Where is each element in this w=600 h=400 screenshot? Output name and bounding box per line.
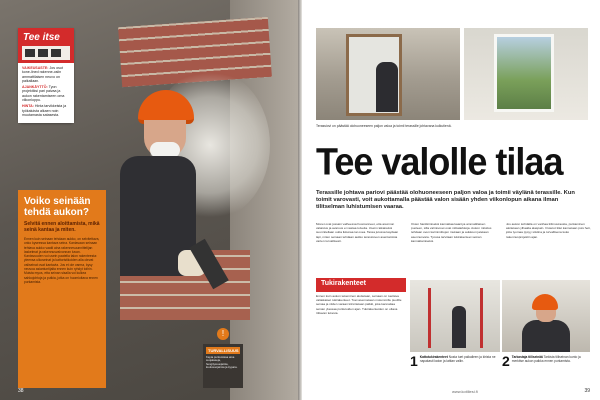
sidebar-lead: Selvitä ennen aloittamista, mikä seinä kantaa ja miten.: [24, 221, 100, 233]
sidebar-body: Ennen kuin seinaan tehdaan aukko, on selvitettava, onko kyseessa kantava seina. Kantavaan seinaan tehtava aukko vaatii aina rakennesuunnittelijan laskelmat ja rakennusvalvonnan luvan. Kantavuuden voi usein paatella talon rakenteesta: yleensa ulkoseinat ja kattoristikoiden alla olevat valiseinat ovat kantavia. Jos et ole varma, kysy neuvoa asiantuntijalta ennen kuin ryhdyt toihin. Muista myos, etta seinan sisalla voi kulkea sahkojohtoja ja putkia, jotka on huomioitava ennen purkamista.: [24, 237, 100, 284]
worker-figure: [120, 90, 190, 270]
tee-itse-info: [18, 63, 74, 123]
worker-figure: [452, 306, 466, 348]
step-number: 1: [410, 353, 418, 369]
body-column: Monet ovat jossain vaiheessa huomanneet, etta asunnon valaistus ja avaruus ei vastaa toiveita. Usein ratkaisuksi suunnitellaan uutta ikkunaa tai ovea. Tassa jutussa kaydaan lapi, miten seinaan tehdaan aukko terassioven asentamista varten turvallisesti.: [316, 222, 399, 243]
step-text: Nosta tuet paikalleen ja kirista ne napakasti katon ja lattian valiin.: [419, 355, 496, 364]
safety-title: TURVALLISUUS: [208, 348, 239, 353]
safety-box: [203, 344, 243, 388]
box-heading: Tukirakenteet: [316, 278, 406, 292]
body-column: Jos aukon kohdalla on vanhaa tiilimuurausta, purkaminen aloitetaan ylhaalta alaspain. Irrotetut tiilet kannetaan pois heti, jotta tyomaa pysyy siistina ja turvallisena koko rakennusprojektin ajan.: [506, 222, 591, 239]
step-text: Tarkista tiiliseinan kunto ja merkitse aukon paikka ennen purkamista.: [511, 355, 581, 364]
installer-figure: [376, 62, 398, 112]
safety-text: Kayta purkutoissa aina suojalaseja, hengityssuojainta, kuulosuojaimia ja kypara.: [206, 355, 238, 370]
door-opening: [494, 34, 554, 112]
difficulty-bars: [22, 46, 70, 60]
photo-caption: Terassiovi on päästää olohuoneeseen paljon valoa ja toimii terassille johtavana kulkutienä.: [316, 124, 452, 128]
right-page: [302, 0, 600, 400]
finished-door-photo: [464, 28, 588, 120]
article-columns: [316, 222, 592, 274]
body-column: Ovien hankkimiseksi kannattaa kaantya ammattilaisen puoleen, silla valmisovet ovat mittatarkkoja. Aukon mitoitus tehdaan oven karmimittojen mukaan ja aukkoon jatetaan asennusvara. Tyossa tarvitaan tukirakenteet seinan kannattamiseksi.: [411, 222, 492, 243]
box-body: Ennen kuin aukon tekeminen aloitetaan, seinaan on tuettava valiaikaiset tukirakenteet. Tuet asennetaan molemmille puolille seinaa ja niiden varaan kiinnitetaan palkki, joka kannattaa seinan ylaosaa purkutoiden ajan. Tukirakenteiden on oltava riittavan tukevia.: [316, 294, 402, 315]
step-title: Tarkastaja tiiliseinää: [511, 355, 543, 359]
info-item: AJANKÄYTTÖ: Tyon projektiksi pari paivaa ja aukon rakentamiseen oma viikonloppu.: [22, 85, 65, 103]
step-title: Kattotukirakenteet: [419, 355, 448, 359]
article-intro: Terassille johtava pariovi päästää olohuoneeseen paljon valoa ja toimii väylänä terassille. Kun toimit varovasti, voit aukottamalla päästää valon sisään yhden viikonlopun aikana ilman tilitselman luhistumisen vaaraa.: [316, 190, 575, 211]
footer-url: www.kotiliesi.fi: [452, 389, 478, 394]
page-number-left: 38: [18, 388, 24, 394]
sidebar-heading: Voiko seinään tehdä aukon?: [24, 196, 91, 218]
step-1-photo: [410, 280, 500, 352]
warning-icon: !: [217, 328, 229, 340]
info-item: VAIKEUSASTE: Jos osut kone-lined rakenne-osiin ammattilaisen neuvo on paikallaan.: [22, 66, 63, 83]
door-install-photo: [316, 28, 460, 120]
step-item: [410, 355, 498, 368]
left-page: [0, 0, 298, 400]
article-headline: Tee valolle tilaa: [316, 139, 563, 183]
step-number: 2: [502, 353, 510, 369]
tee-itse-title: Tee itse: [23, 32, 60, 43]
step-2-photo: [502, 280, 590, 352]
info-item: HINTA: Hinta tarvikkeista ja työkaluista alkaen noin muutamasta satasesta.: [22, 104, 67, 117]
support-post: [480, 288, 483, 348]
worker-face: [536, 308, 556, 322]
hard-hat: [138, 90, 194, 124]
tee-itse-tab: [18, 28, 74, 123]
support-post: [428, 288, 431, 348]
page-number-right: 39: [584, 388, 590, 394]
hard-hat: [532, 294, 558, 310]
step-item: [502, 355, 590, 368]
worker-jacket: [522, 320, 570, 352]
sidebar-box: [18, 190, 106, 388]
